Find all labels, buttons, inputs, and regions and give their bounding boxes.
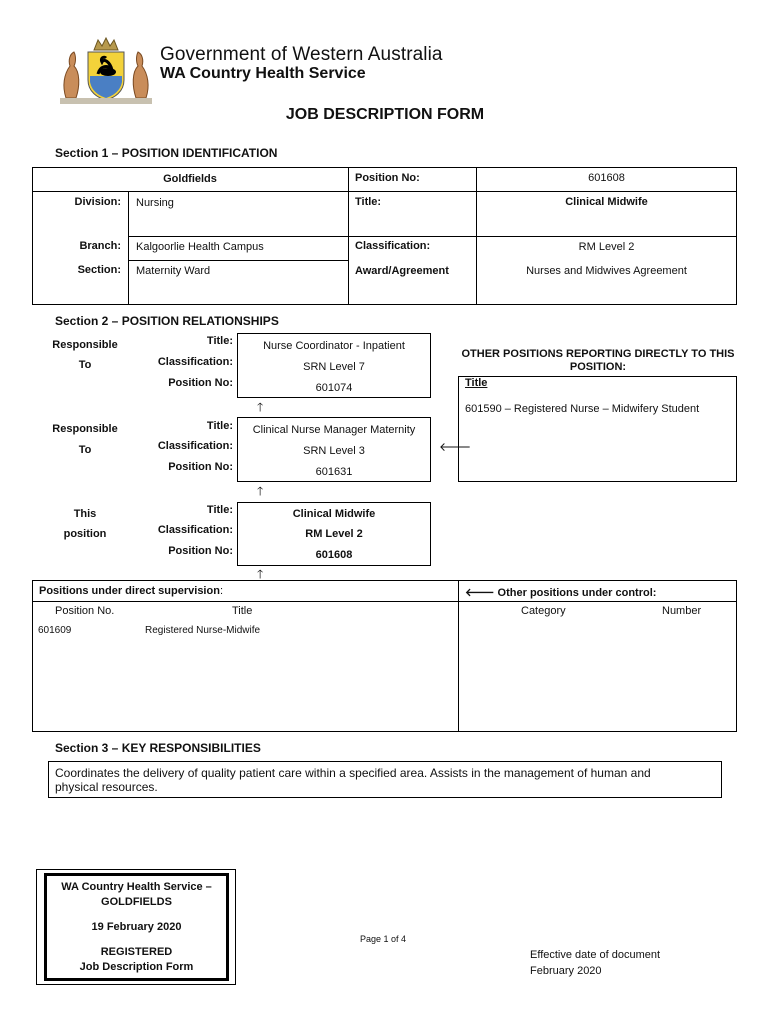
box3-title: Clinical Midwife — [292, 508, 376, 520]
responsible-to-label-2: To — [78, 444, 92, 456]
box3-position-no-label: Position No: — [168, 545, 233, 557]
wa-government-crest — [56, 36, 156, 106]
arrow-left-icon: 🡐 — [439, 440, 472, 454]
stamp-date: 19 February 2020 — [91, 921, 182, 933]
effective-date-label: Effective date of document — [530, 949, 661, 961]
position-no-value: 601608 — [588, 172, 625, 184]
box2-position-no: 601631 — [315, 466, 353, 478]
box1-position-no: 601074 — [315, 382, 353, 394]
box3-position-no: 601608 — [315, 549, 353, 561]
branch-label: Branch: — [79, 240, 121, 252]
row-position-no: 601609 — [38, 625, 72, 636]
region-name: Goldfields — [163, 173, 217, 185]
box2-position-no-label: Position No: — [168, 461, 233, 473]
col-category: Category — [521, 605, 566, 617]
section2-heading: Section 2 – POSITION RELATIONSHIPS — [55, 314, 279, 328]
arrow-up-icon: 🡑 — [257, 484, 264, 498]
branch-value: Kalgoorlie Health Campus — [136, 241, 264, 253]
service-title: WA Country Health Service — [160, 65, 366, 82]
form-title: JOB DESCRIPTION FORM — [285, 106, 485, 123]
responsible-label-1: Responsible — [52, 339, 118, 351]
responsible-to-label-1: To — [78, 359, 92, 371]
division-label: Division: — [74, 196, 121, 208]
col-number: Number — [662, 605, 702, 617]
this-label: This — [73, 508, 97, 520]
other-positions-box — [458, 376, 737, 482]
stamp-line1: WA Country Health Service – — [61, 881, 212, 893]
classification-value: RM Level 2 — [578, 241, 635, 253]
box1-classification: SRN Level 7 — [303, 361, 365, 373]
box1-classification-label: Classification: — [157, 356, 233, 368]
row-title: Registered Nurse-Midwife — [145, 625, 261, 636]
box3-classification: RM Level 2 — [305, 528, 363, 540]
table-row — [38, 625, 71, 636]
responsibilities-line-1: Coordinates the delivery of quality patient care within a specified area. Assists in the management of human and — [55, 766, 651, 780]
supervision-table — [32, 580, 737, 732]
section-label: Section: — [77, 264, 121, 276]
page-number: Page 1 of 4 — [360, 934, 407, 944]
control-heading: 🡐 Other positions under control: — [465, 587, 657, 599]
box1-position-no-label: Position No: — [168, 377, 233, 389]
other-position-item: 601590 – Registered Nurse – Midwifery Student — [465, 403, 700, 415]
arrow-up-icon: 🡑 — [257, 400, 264, 414]
arrow-up-icon: 🡑 — [257, 567, 264, 581]
classification-label: Classification: — [355, 240, 431, 252]
other-positions-heading: OTHER POSITIONS REPORTING DIRECTLY TO THIS POSITION: — [461, 348, 735, 373]
box1-title: Nurse Coordinator - Inpatient — [263, 340, 405, 352]
section1-heading: Section 1 – POSITION IDENTIFICATION — [55, 146, 278, 160]
division-value: Nursing — [136, 197, 174, 209]
award-value: Nurses and Midwives Agreement — [526, 265, 687, 277]
box2-title: Clinical Nurse Manager Maternity — [252, 424, 416, 436]
effective-date: February 2020 — [530, 965, 602, 977]
box3-title-label: Title: — [206, 504, 233, 516]
col-title: Title — [232, 605, 253, 617]
box2-classification-label: Classification: — [157, 440, 233, 452]
box2-title-label: Title: — [206, 420, 233, 432]
award-label: Award/Agreement — [355, 265, 449, 277]
title-label: Title: — [355, 196, 382, 208]
box1-title-label: Title: — [206, 335, 233, 347]
box2-classification: SRN Level 3 — [303, 445, 365, 457]
supervision-heading: Positions under direct supervision: — [39, 585, 223, 597]
other-title-header: Title — [465, 377, 488, 389]
responsible-label-2: Responsible — [52, 423, 118, 435]
stamp-form: Job Description Form — [79, 961, 194, 973]
responsibilities-line-2: physical resources. — [55, 780, 158, 794]
title-value: Clinical Midwife — [565, 196, 648, 208]
position-label: position — [63, 528, 107, 540]
section3-heading: Section 3 – KEY RESPONSIBILITIES — [55, 741, 261, 755]
stamp-line2: GOLDFIELDS — [101, 896, 172, 908]
position-no-label: Position No: — [355, 172, 420, 184]
stamp-registered: REGISTERED — [100, 946, 173, 958]
box3-classification-label: Classification: — [157, 524, 233, 536]
section-value: Maternity Ward — [136, 265, 211, 277]
government-title: Government of Western Australia — [160, 44, 443, 65]
col-position-no: Position No. — [55, 605, 115, 617]
